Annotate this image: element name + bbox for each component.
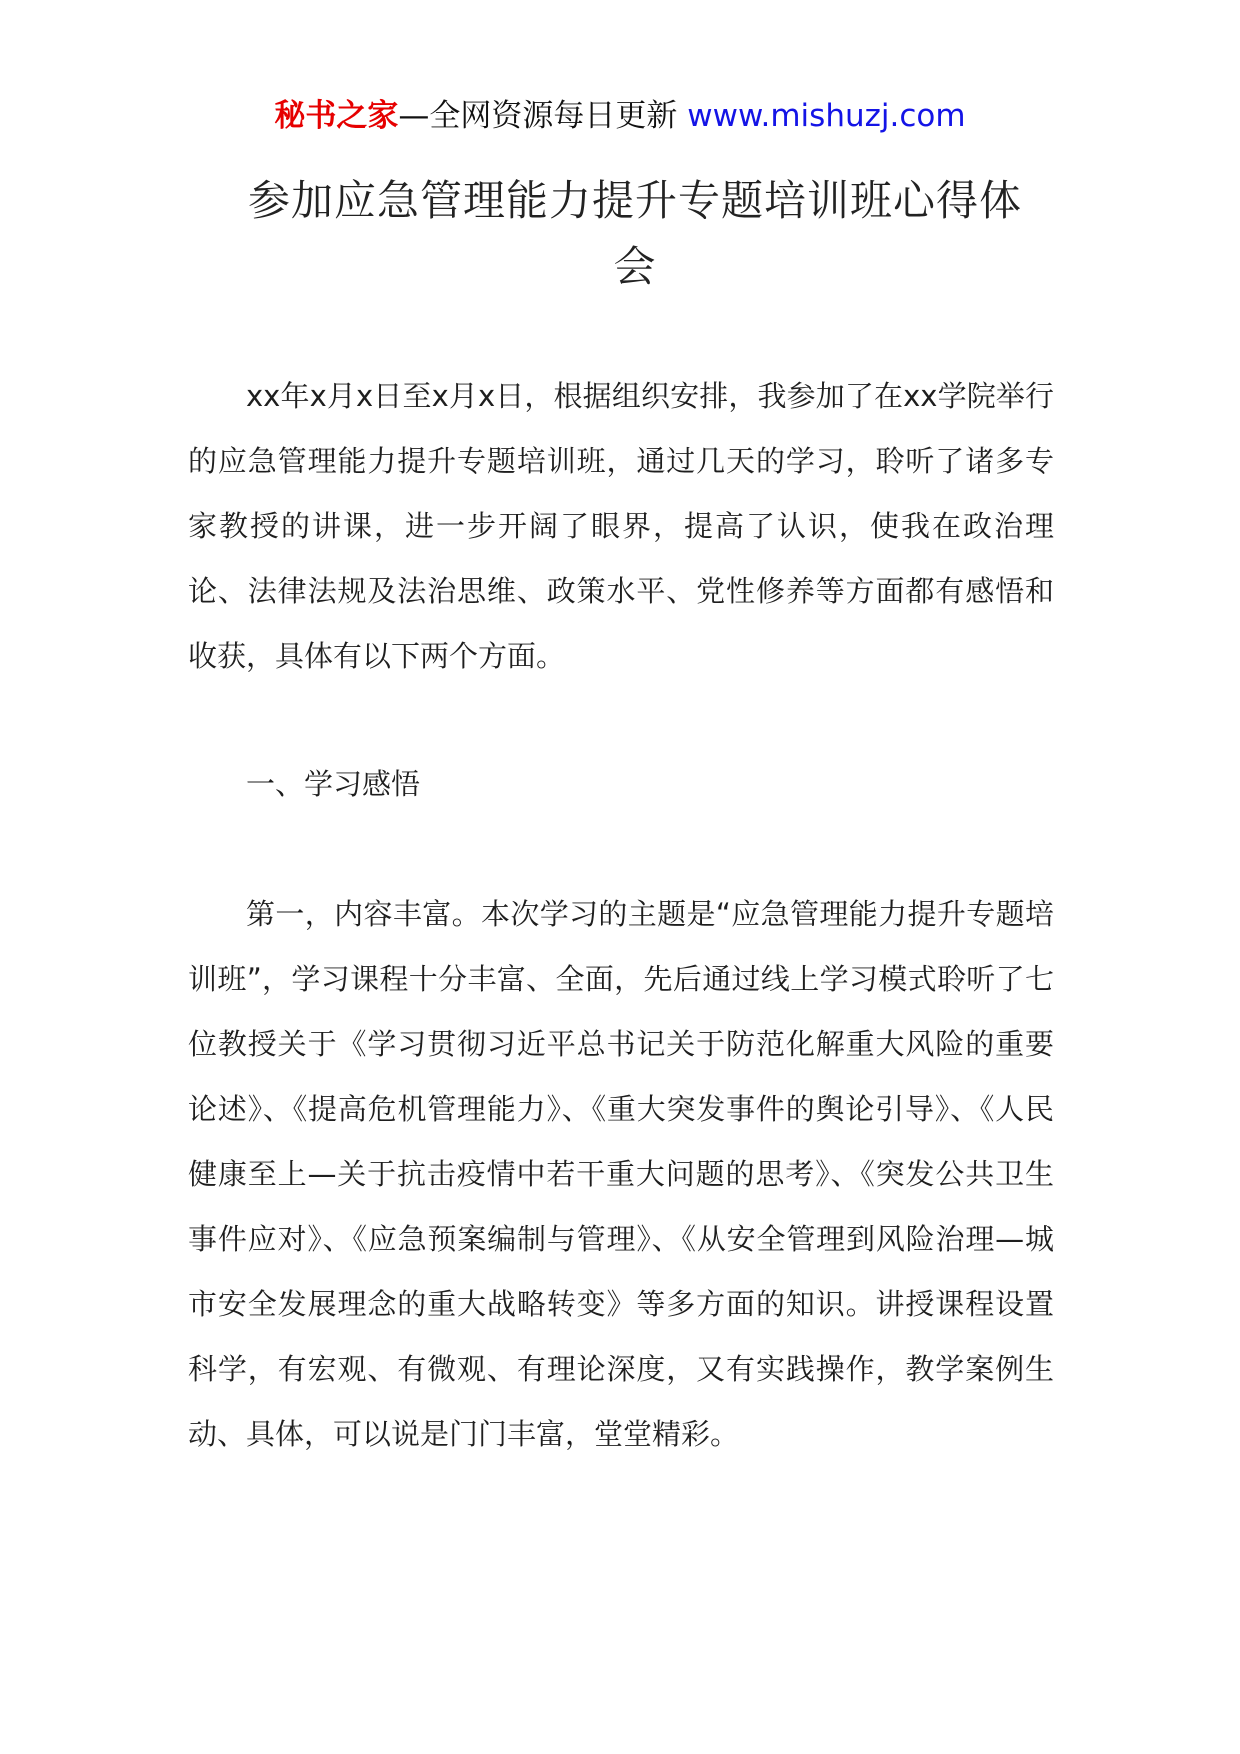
site-url-link[interactable]: www.mishuzj.com — [687, 98, 966, 134]
site-brand: 秘书之家 — [274, 98, 399, 134]
document-title: 参加应急管理能力提升专题培训班心得体会 — [247, 176, 1022, 291]
site-tagline: —全网资源每日更新 — [398, 98, 678, 134]
section-heading: 一、学习感悟 — [246, 767, 421, 801]
paragraph-intro: xx年x月x日至x月x日，根据组织安排，我参加了在xx学院举行的应急管理能力提升专题培训班，通过几天的学习，聆听了诸多专家教授的讲课，进一步开阔了眼界，提高了认识，使我在政治理论、法律法规及法治思维、政策水平、党性修养等方面都有感悟和收获，具体有以下两个方面。 — [188, 379, 1054, 673]
site-header — [0, 94, 1240, 138]
paragraph-first-point: 第一，内容丰富。本次学习的主题是“应急管理能力提升专题培训班”，学习课程十分丰富、全面，先后通过线上学习模式聆听了七位教授关于《学习贯彻习近平总书记关于防范化解重大风险的重要论述》、《提高危机管理能力》、《重大突发事件的舆论引导》、《人民健康至上—关于抗击疫情中若干重大问题的思考》、《突发公共卫生事件应对》、《应急预案编制与管理》、《从安全管理到风险治理—城市安全发展理念的重大战略转变》等多方面的知识。讲授课程设置科学，有宏观、有微观、有理论深度，又有实践操作，教学案例生动、具体，可以说是门门丰富，堂堂精彩。 — [188, 897, 1054, 1451]
